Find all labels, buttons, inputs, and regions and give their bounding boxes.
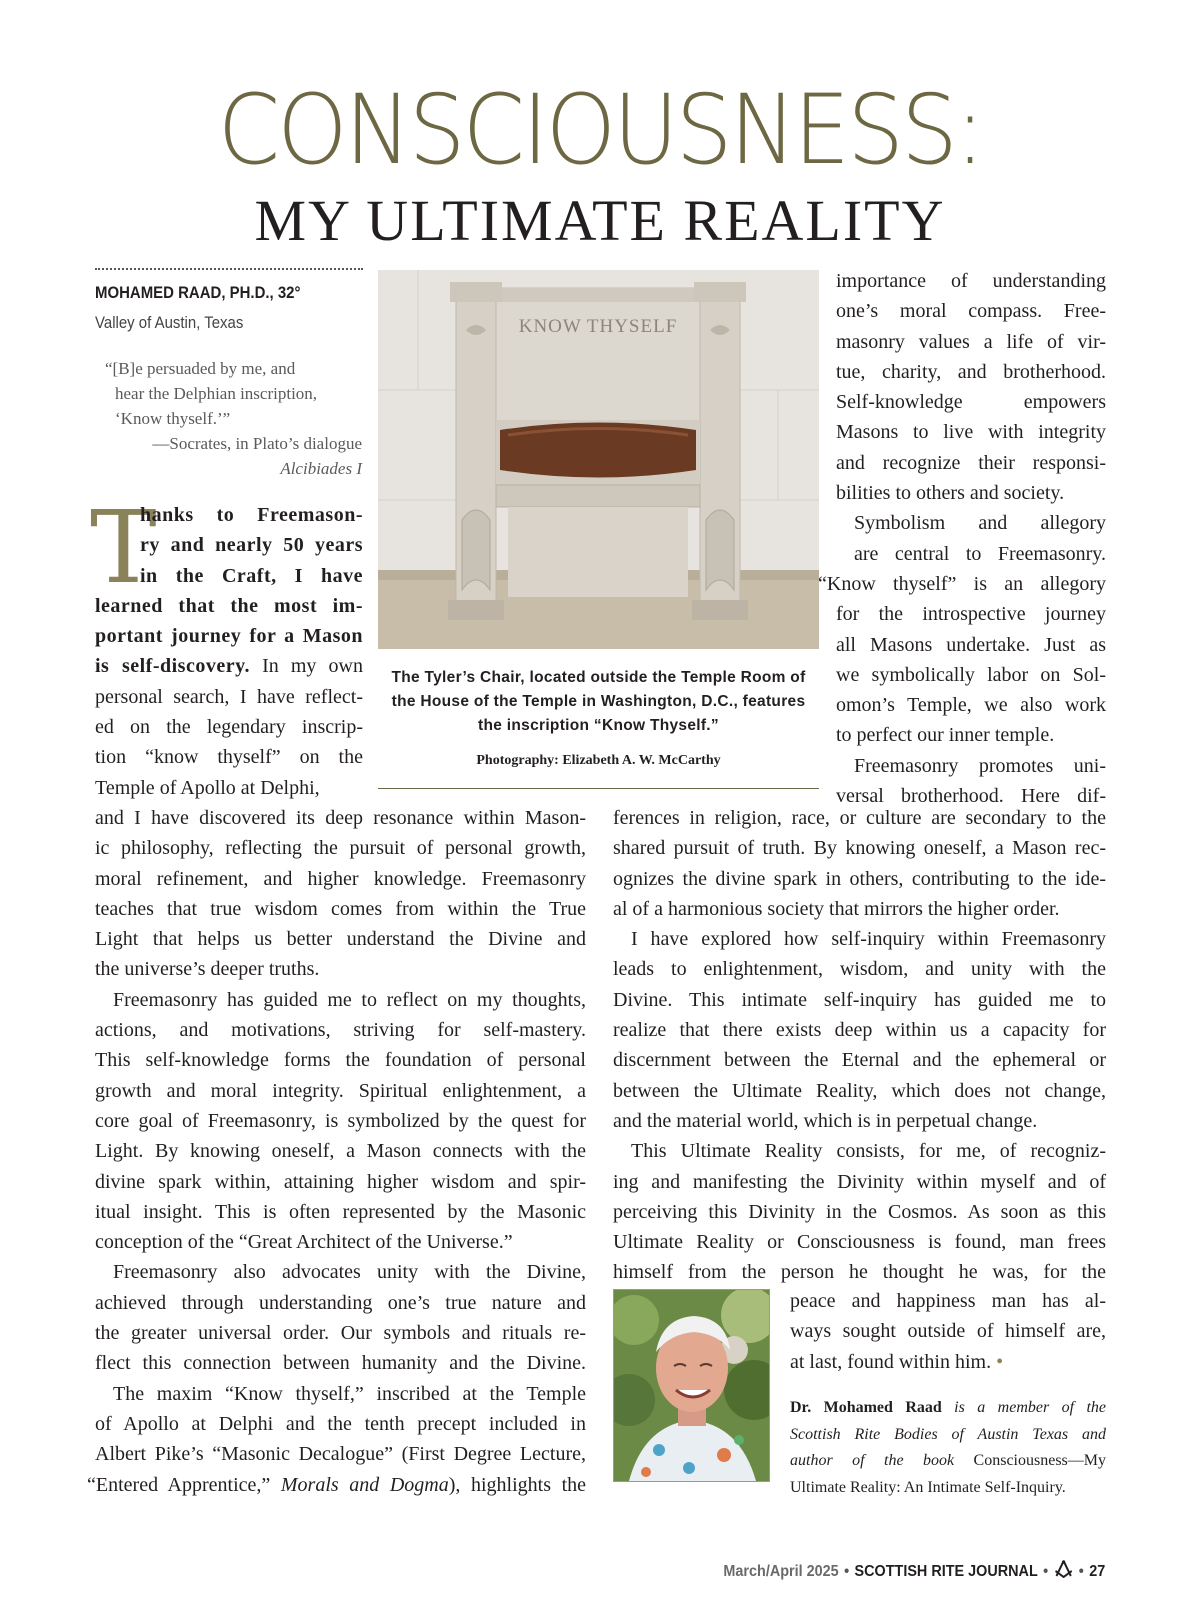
epigraph-line: hear the Delphian inscription, [115,384,318,403]
body-line: leads to enlightenment, wisdom, and unity with the [613,958,1106,981]
body-line: portant journey for a Mason [95,625,363,648]
bio-line: Dr. Mohamed Raad is a member of the [790,1399,1107,1416]
epigraph-work: Alcibiades I [280,459,362,478]
body-line: Light. By knowing oneself, a Mason connects with the [95,1140,586,1163]
journal-name: SCOTTISH RITE JOURNAL [854,1562,1038,1580]
body-line: ed on the legendary inscrip- [95,716,363,739]
body-line: is self-discovery. In my own [95,655,363,678]
author-bio [790,1395,1106,1501]
body-line: Temple of Apollo at Delphi, [95,776,320,799]
tylers-chair-photo [378,270,819,649]
body-line: achieved through understanding one’s true nature and [95,1291,586,1314]
body-line: the universe’s deeper truths. [95,958,320,981]
epigraph-line: “[B]e persuaded by me, and [105,359,296,378]
body-column-left-top [95,500,363,803]
photo-caption [378,666,819,738]
page-footer [723,1560,1105,1583]
body-column-left [87,803,587,1500]
body-line: itual insight. This is often represented by the Masonic [95,1200,586,1223]
body-line: tion “know thyself” on the [95,746,363,769]
body-line: and I have discovered its deep resonance within Mason- [95,807,586,829]
author-photo [613,1289,770,1482]
body-line: in the Craft, I have [140,564,363,587]
body-line: one’s moral compass. Free- [836,300,1106,323]
body-line: flect this connection between humanity and the Divine. [95,1352,586,1375]
body-line: Divine. This intimate self-inquiry has guided me to [613,988,1106,1011]
body-line: all Masons undertake. Just as [836,633,1106,656]
footer-separator: • [843,1562,849,1580]
body-line: teaches that true wisdom comes from within the True [95,897,586,920]
footer-separator: • [1078,1562,1084,1580]
body-line: shared pursuit of truth. By knowing oneself, a Mason rec- [613,837,1106,860]
body-line: I have explored how self-inquiry within Freemasonry [631,928,1106,951]
body-line: are central to Freemasonry. [854,542,1106,565]
body-line: between the Ultimate Reality, which does not change, [613,1079,1106,1102]
body-line: hanks to Freemason- [140,504,363,526]
body-line: personal search, I have reflect- [95,685,363,708]
body-line: Light that helps us better understand the Divine and [95,928,586,951]
article-title: CONSCIOUSNESS: [217,74,983,186]
body-line: of Apollo at Delphi and the tenth precept included in [95,1412,586,1435]
body-column-right-top [818,266,1106,811]
epigraph [95,356,362,481]
bio-line: author of the book Consciousness—My [790,1452,1106,1469]
body-line: Ultimate Reality or Consciousness is found, man frees [613,1231,1106,1254]
epigraph-line: ‘Know thyself.’” [115,409,231,428]
body-line: Freemasonry promotes uni- [854,754,1106,777]
body-line: for the introspective journey [836,603,1106,626]
body-line: This self-knowledge forms the foundation of personal [95,1049,586,1072]
body-line: divine spark within, attaining higher wisdom and spir- [95,1170,586,1193]
square-compass-icon [1053,1560,1073,1583]
body-line: Freemasonry also advocates unity with the Divine, [113,1261,586,1284]
byline-rule [95,268,363,270]
body-column-right-wrap [790,1286,1106,1377]
body-line: to perfect our inner temple. [836,724,1055,747]
body-line: ing and manifesting the Divinity within myself and of [613,1170,1106,1193]
body-line: and the material world, which is in perpetual change. [613,1109,1038,1132]
body-line: masonry values a life of vir- [836,330,1106,353]
caption-line: The Tyler’s Chair, located outside the Temple Room of [391,669,806,686]
body-line: Freemasonry has guided me to reflect on my thoughts, [113,988,586,1011]
body-line: moral refinement, and higher knowledge. Freemasonry [95,867,586,890]
bio-line: Scottish Rite Bodies of Austin Texas and [790,1425,1106,1443]
body-line: importance of understanding [836,270,1106,292]
body-line: ognizes the divine spark in others, contributing to the ide- [613,867,1106,890]
body-line: we symbolically labor on Sol- [836,663,1106,686]
body-line: The maxim “Know thyself,” inscribed at the Temple [113,1382,586,1405]
body-line: himself from the person he thought he was, for the [613,1261,1106,1284]
body-line: learned that the most im- [95,594,363,617]
chair-inscription: KNOW THYSELF [518,316,678,337]
body-line: ic philosophy, reflecting the pursuit of personal growth, [95,837,586,860]
body-line: discernment between the Eternal and the ephemeral or [613,1049,1106,1072]
author-location: Valley of Austin, Texas [95,313,244,332]
drop-cap: T [90,489,157,606]
end-mark: • [991,1350,1004,1373]
body-line: conception of the “Great Architect of the Universe.” [95,1231,513,1254]
author-name: MOHAMED RAAD, PH.D., 32° [95,283,301,302]
body-line: al of a harmonious society that mirrors the higher order. [613,897,1060,920]
body-line: omon’s Temple, we also work [836,694,1106,717]
body-line: realize that there exists deep within us a capacity for [613,1019,1106,1042]
bio-line: Ultimate Reality: An Intimate Self-Inquiry. [790,1478,1066,1496]
body-line: at last, found within him. • [790,1350,1004,1373]
body-line: Masons to live with integrity [836,421,1106,444]
body-line: actions, and motivations, striving for self-mastery. [95,1019,586,1042]
body-line: This Ultimate Reality consists, for me, of recogniz- [631,1140,1106,1163]
body-line: bilities to others and society. [836,482,1065,505]
body-line: Albert Pike’s “Masonic Decalogue” (First Degree Lecture, [95,1443,586,1466]
body-line: growth and moral integrity. Spiritual enlightenment, a [95,1079,586,1102]
body-line: tue, charity, and brotherhood. [836,360,1106,383]
footer-separator: • [1042,1562,1048,1580]
caption-line: the House of the Temple in Washington, D.C., features [391,693,806,710]
body-line: Self-knowledge empowers [836,391,1106,414]
issue-date: March/April 2025 [723,1562,839,1580]
body-column-right [613,803,1106,1288]
caption-line: the inscription “Know Thyself.” [478,717,719,734]
body-line: the greater universal order. Our symbols and rituals re- [95,1322,586,1345]
epigraph-attribution: —Socrates, in Plato’s dialogue [152,434,362,453]
caption-rule [378,788,819,789]
body-line: core goal of Freemasonry, is symbolized by the quest for [95,1109,586,1132]
article-subtitle: MY ULTIMATE REALITY [254,188,946,253]
body-line: ferences in religion, race, or culture are secondary to the [613,807,1106,829]
body-line: ways sought outside of himself are, [790,1320,1106,1343]
photo-credit: Photography: Elizabeth A. W. McCarthy [476,753,721,768]
body-line: peace and happiness man has al- [790,1290,1106,1312]
body-line: “Know thyself” is an allegory [818,572,1106,595]
body-line: versal brotherhood. Here dif- [836,785,1106,808]
page-number: 27 [1088,1562,1105,1580]
body-line: perceiving this Divinity in the Cosmos. As soon as this [613,1200,1106,1223]
body-line: Symbolism and allegory [854,512,1106,535]
body-line: and recognize their responsi- [836,451,1106,474]
body-line: ry and nearly 50 years [140,534,363,557]
body-line: “Entered Apprentice,” Morals and Dogma), highlights the [87,1473,587,1496]
